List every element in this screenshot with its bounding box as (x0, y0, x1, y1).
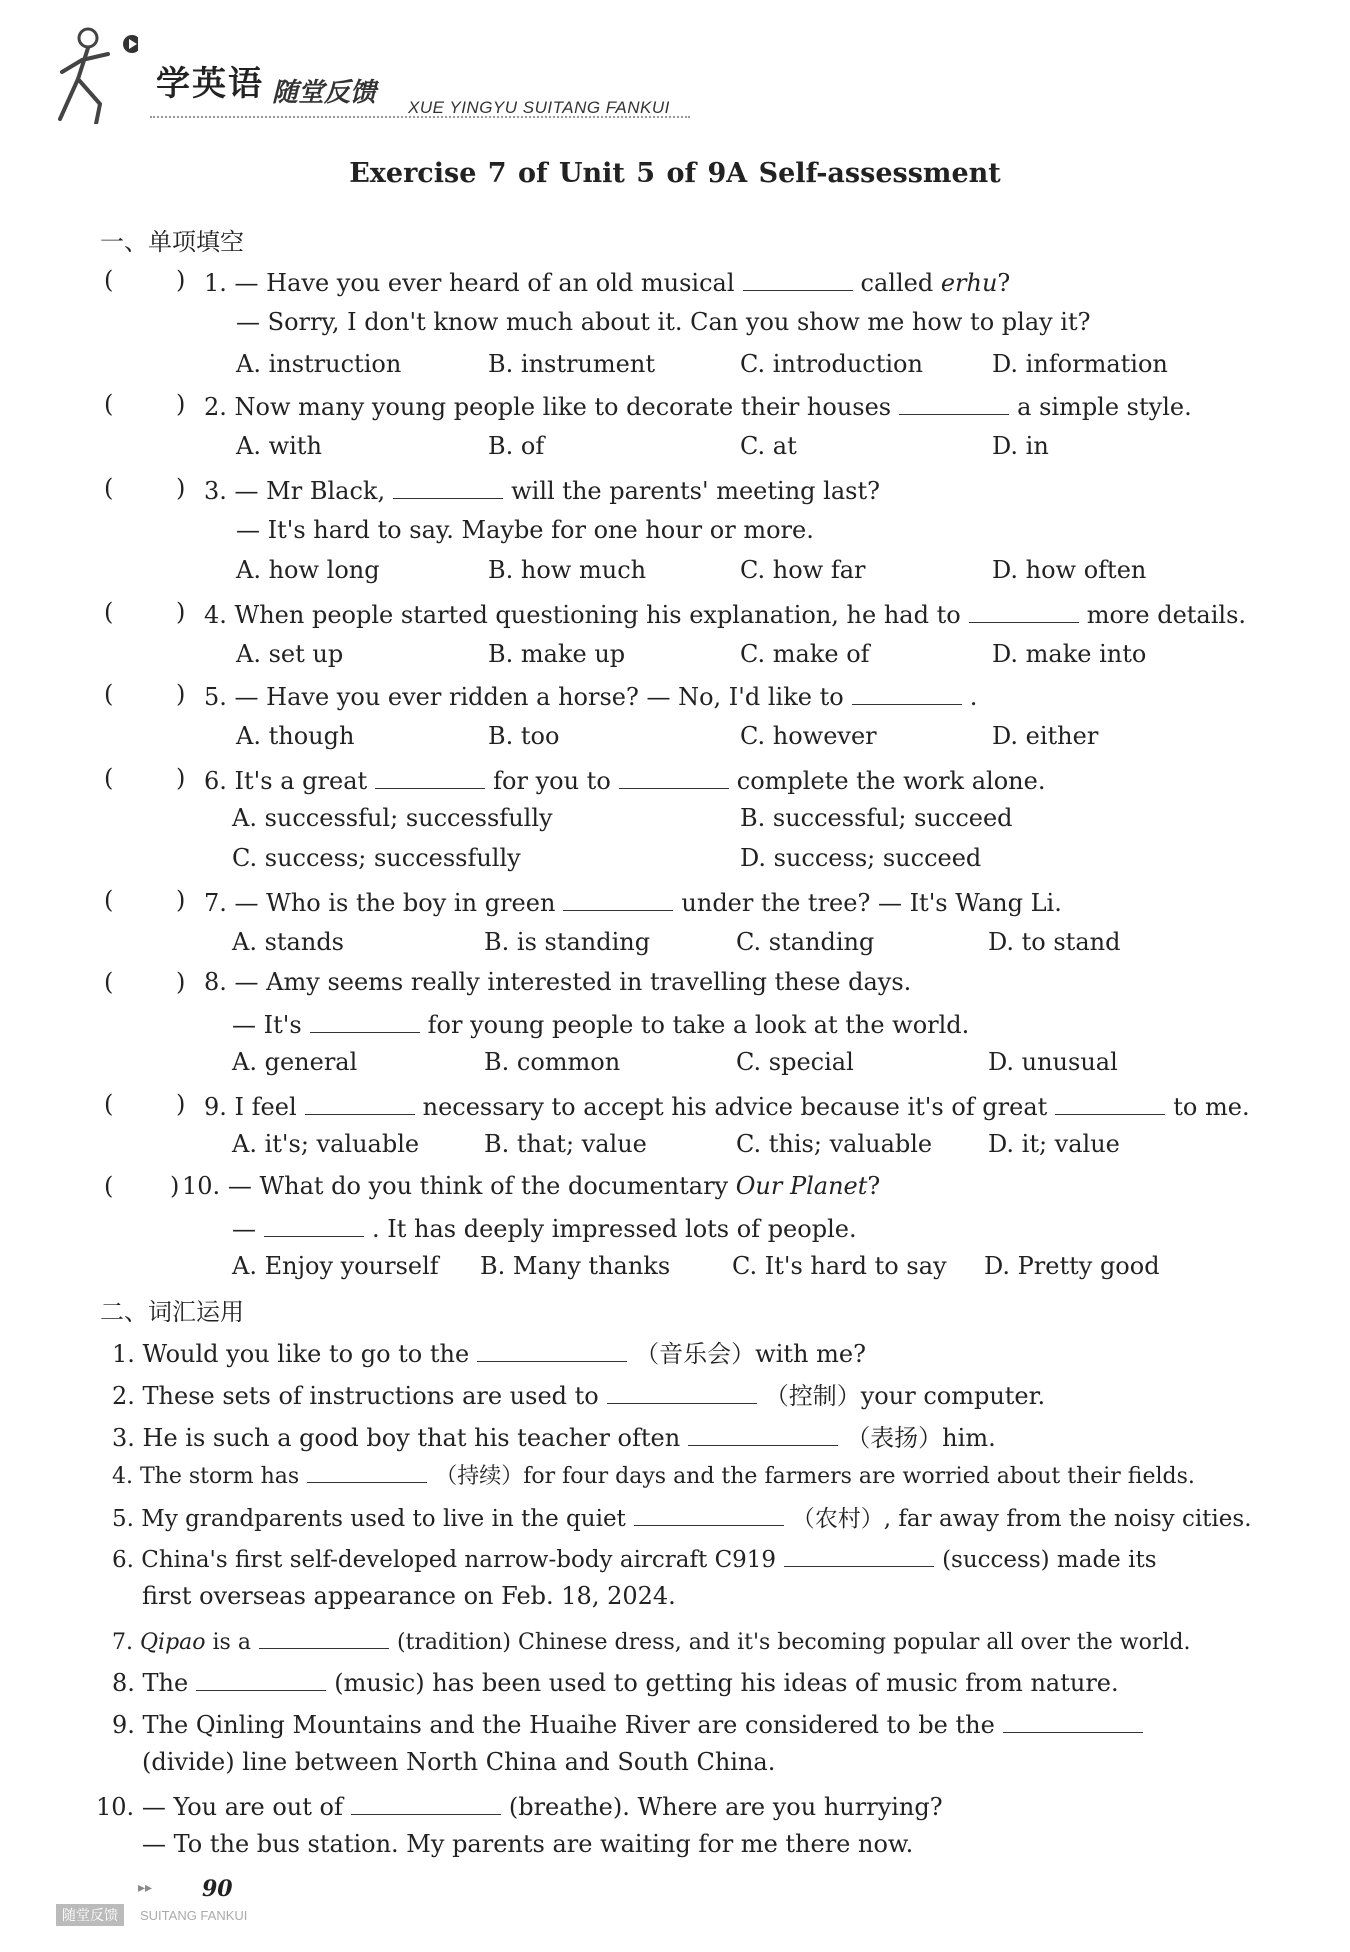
blank[interactable] (310, 1008, 420, 1033)
option-a[interactable]: A. successful; successfully (232, 804, 553, 832)
option-b[interactable]: B. how much (488, 556, 647, 584)
blank[interactable] (743, 266, 853, 291)
page-footer (56, 1868, 356, 1938)
vocab-item-6-line-2: first overseas appearance on Feb. 18, 2024. (142, 1582, 676, 1610)
answer-paren-open: ( (104, 474, 114, 502)
question-4: 4. When people started questioning his explanation, he had to more details. (204, 598, 1246, 629)
blank[interactable] (307, 1458, 427, 1483)
option-a[interactable]: A. stands (232, 928, 344, 956)
answer-paren-open: ( (104, 680, 114, 708)
vocab-item-7: 7. Qipao is a (tradition) Chinese dress, and it's becoming popular all over the world. (112, 1624, 1190, 1655)
option-d[interactable]: D. unusual (988, 1048, 1118, 1076)
blank[interactable] (852, 680, 962, 705)
vocab-item-3: 3. He is such a good boy that his teacher often （表扬）him. (112, 1418, 996, 1453)
vocab-item-6: 6. China's first self-developed narrow-body aircraft C919 (success) made its (112, 1542, 1157, 1573)
vocab-item-10: 10. — You are out of (breathe). Where are you hurrying? (96, 1790, 943, 1821)
option-d[interactable]: D. information (992, 350, 1168, 378)
vocab-item-1: 1. Would you like to go to the （音乐会）with me? (112, 1334, 866, 1369)
brand-title: 学英语 (156, 64, 264, 104)
blank[interactable] (393, 474, 503, 499)
question-8-line-2: — It's for young people to take a look at the world. (232, 1008, 969, 1039)
vocab-item-8: 8. The (music) has been used to getting his ideas of music from nature. (112, 1666, 1119, 1697)
blank[interactable] (264, 1212, 364, 1237)
option-b[interactable]: B. that; value (484, 1130, 647, 1158)
option-c[interactable]: C. special (736, 1048, 854, 1076)
option-a[interactable]: A. it's; valuable (232, 1130, 420, 1158)
vocab-item-10-line-2: — To the bus station. My parents are waiting for me there now. (142, 1830, 914, 1858)
blank[interactable] (607, 1379, 757, 1404)
option-b[interactable]: B. of (488, 432, 545, 460)
vocab-item-9-line-2: (divide) line between North China and South China. (142, 1748, 776, 1776)
option-d[interactable]: D. Pretty good (984, 1252, 1160, 1280)
answer-paren-open: ( (104, 764, 114, 792)
option-a[interactable]: A. general (232, 1048, 358, 1076)
question-10: 10. — What do you think of the documentary Our Planet? (182, 1172, 881, 1200)
page-number: 90 (202, 1876, 233, 1902)
answer-paren-close: ) (170, 1172, 180, 1200)
runner-logo-icon (48, 24, 138, 124)
blank[interactable] (563, 886, 673, 911)
option-d[interactable]: D. how often (992, 556, 1147, 584)
answer-paren-close: ) (176, 266, 186, 294)
option-a[interactable]: A. though (236, 722, 355, 750)
question-10-line-2: — . It has deeply impressed lots of people. (232, 1212, 857, 1243)
option-c[interactable]: C. however (740, 722, 877, 750)
question-1-line-2: — Sorry, I don't know much about it. Can you show me how to play it? (236, 308, 1091, 336)
brand-subtitle: 随堂反馈 (272, 78, 377, 108)
footer-tag: 随堂反馈 (56, 1904, 124, 1926)
blank[interactable] (969, 598, 1079, 623)
option-d[interactable]: D. either (992, 722, 1099, 750)
answer-paren-open: ( (104, 390, 114, 418)
blank[interactable] (1055, 1090, 1165, 1115)
double-arrow-icon: ▸▸ (138, 1880, 153, 1896)
answer-paren-close: ) (176, 968, 186, 996)
option-c[interactable]: C. make of (740, 640, 870, 668)
question-2: 2. Now many young people like to decorate their houses a simple style. (204, 390, 1192, 421)
section-heading-vocabulary: 二、词汇运用 (100, 1298, 244, 1326)
option-d[interactable]: D. to stand (988, 928, 1121, 956)
answer-paren-open: ( (104, 1090, 114, 1118)
vocab-item-5: 5. My grandparents used to live in the quiet （农村）, far away from the noisy cities. (112, 1500, 1252, 1533)
option-a[interactable]: A. instruction (236, 350, 402, 378)
option-c[interactable]: C. It's hard to say (732, 1252, 947, 1280)
footer-tag-english: SUITANG FANKUI (140, 1908, 248, 1923)
question-3: 3. — Mr Black, will the parents' meeting last? (204, 474, 880, 505)
blank[interactable] (634, 1501, 784, 1526)
option-d[interactable]: D. it; value (988, 1130, 1120, 1158)
option-c[interactable]: C. introduction (740, 350, 923, 378)
blank[interactable] (305, 1090, 415, 1115)
vocab-item-9: 9. The Qinling Mountains and the Huaihe River are considered to be the (112, 1708, 1151, 1739)
blank[interactable] (688, 1421, 838, 1446)
answer-paren-open: ( (104, 266, 114, 294)
answer-paren-close: ) (176, 680, 186, 708)
blank[interactable] (899, 390, 1009, 415)
option-b[interactable]: B. common (484, 1048, 621, 1076)
option-a[interactable]: A. with (236, 432, 322, 460)
option-b[interactable]: B. make up (488, 640, 626, 668)
answer-paren-close: ) (176, 1090, 186, 1118)
option-b[interactable]: B. is standing (484, 928, 651, 956)
option-b[interactable]: B. instrument (488, 350, 655, 378)
question-7: 7. — Who is the boy in green under the tree? — It's Wang Li. (204, 886, 1062, 917)
option-b[interactable]: B. Many thanks (480, 1252, 671, 1280)
answer-paren-close: ) (176, 474, 186, 502)
vocab-item-2: 2. These sets of instructions are used to （控制）your computer. (112, 1376, 1045, 1411)
blank[interactable] (784, 1542, 934, 1567)
blank[interactable] (196, 1666, 326, 1691)
question-6: 6. It's a great for you to complete the work alone. (204, 764, 1045, 795)
answer-paren-close: ) (176, 764, 186, 792)
page-header (40, 14, 680, 124)
blank[interactable] (351, 1790, 501, 1815)
question-5: 5. — Have you ever ridden a horse? — No, I'd like to . (204, 680, 977, 711)
option-c[interactable]: C. at (740, 432, 797, 460)
blank[interactable] (619, 764, 729, 789)
option-a[interactable]: A. Enjoy yourself (232, 1252, 439, 1280)
brand-english: XUE YINGYU SUITANG FANKUI (408, 98, 670, 117)
answer-paren-close: ) (176, 390, 186, 418)
blank[interactable] (375, 764, 485, 789)
blank[interactable] (477, 1337, 627, 1362)
option-d[interactable]: D. in (992, 432, 1049, 460)
option-c[interactable]: C. this; valuable (736, 1130, 933, 1158)
question-3-line-2: — It's hard to say. Maybe for one hour or more. (236, 516, 814, 544)
option-c[interactable]: C. standing (736, 928, 875, 956)
question-1: 1. — Have you ever heard of an old musical called erhu? (204, 266, 1010, 297)
page-title: Exercise 7 of Unit 5 of 9A Self-assessment (349, 158, 1001, 189)
answer-paren-close: ) (176, 598, 186, 626)
option-d[interactable]: D. make into (992, 640, 1147, 668)
answer-paren-open: ( (104, 886, 114, 914)
answer-paren-open: ( (104, 1172, 114, 1200)
answer-paren-open: ( (104, 968, 114, 996)
vocab-item-4: 4. The storm has （持续）for four days and the farmers are worried about their fields. (112, 1458, 1195, 1490)
option-d[interactable]: D. success; succeed (740, 844, 982, 872)
question-8: 8. — Amy seems really interested in travelling these days. (204, 968, 912, 996)
option-a[interactable]: A. how long (236, 556, 380, 584)
option-a[interactable]: A. set up (236, 640, 344, 668)
section-heading-single-choice: 一、单项填空 (100, 228, 244, 256)
header-divider (150, 116, 690, 118)
answer-paren-close: ) (176, 886, 186, 914)
option-c[interactable]: C. success; successfully (232, 844, 521, 872)
answer-paren-open: ( (104, 598, 114, 626)
blank[interactable] (259, 1624, 389, 1649)
option-c[interactable]: C. how far (740, 556, 866, 584)
option-b[interactable]: B. too (488, 722, 560, 750)
question-9: 9. I feel necessary to accept his advice because it's of great to me. (204, 1090, 1250, 1121)
option-b[interactable]: B. successful; succeed (740, 804, 1013, 832)
blank[interactable] (1003, 1708, 1143, 1733)
